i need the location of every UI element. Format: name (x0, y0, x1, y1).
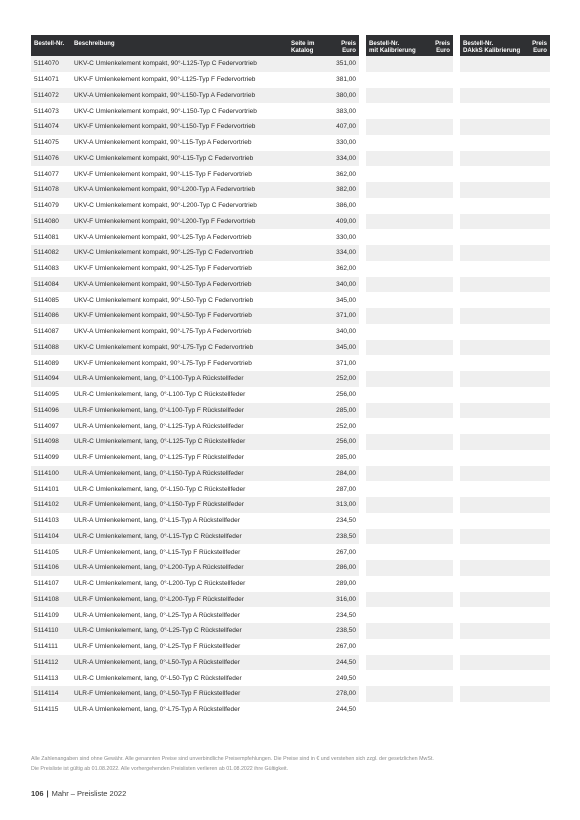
calibration-table-body (366, 56, 453, 718)
order-number-cell: 5114104 (34, 532, 59, 540)
description-cell: ULR-A Umlenkelement, lang, 0°-L15-Typ A Rückstellfeder (74, 517, 240, 525)
dakks-row (460, 245, 550, 261)
price-cell: 371,00 (336, 359, 356, 367)
calibration-row (366, 576, 453, 592)
order-number-cell: 5114079 (34, 202, 59, 210)
dakks-row (460, 277, 550, 293)
price-cell: 234,50 (336, 517, 356, 525)
table-row (31, 308, 359, 324)
table-row (31, 592, 359, 608)
table-row (31, 261, 359, 277)
description-cell: UKV-C Umlenkelement kompakt, 90°-L150-Typ C Federvortrieb (74, 107, 257, 115)
description-cell: ULR-A Umlenkelement, lang, 0°-L50-Typ A Rückstellfeder (74, 658, 240, 666)
table-row (31, 324, 359, 340)
calibration-row (366, 119, 453, 135)
dakks-row (460, 497, 550, 513)
order-number-cell: 5114097 (34, 422, 59, 430)
dakks-row (460, 576, 550, 592)
table-row (31, 576, 359, 592)
calibration-row (366, 481, 453, 497)
table-row (31, 655, 359, 671)
header-order-number-dakks: Bestell-Nr. DAkkS Kalibrierung (463, 40, 521, 54)
calibration-row (366, 182, 453, 198)
dakks-row (460, 403, 550, 419)
price-cell: 382,00 (336, 186, 356, 194)
dakks-row (460, 198, 550, 214)
price-cell: 285,00 (336, 406, 356, 414)
dakks-row (460, 702, 550, 718)
calibration-row (366, 229, 453, 245)
description-cell: ULR-C Umlenkelement, lang, 0°-L50-Typ C Rückstellfeder (74, 674, 242, 682)
calibration-row (366, 655, 453, 671)
calibration-row (366, 277, 453, 293)
dakks-row (460, 135, 550, 151)
price-cell: 244,50 (336, 658, 356, 666)
calibration-row (366, 560, 453, 576)
price-cell: 313,00 (336, 501, 356, 509)
header-price: Preis Euro (341, 40, 356, 54)
calibration-row (366, 403, 453, 419)
price-tables (31, 35, 549, 718)
table-row (31, 355, 359, 371)
order-number-cell: 5114103 (34, 517, 59, 525)
dakks-row (460, 324, 550, 340)
header-order-number-calibration: Bestell-Nr. mit Kalibrierung (369, 40, 416, 54)
table-row (31, 623, 359, 639)
price-cell: 381,00 (336, 76, 356, 84)
dakks-row (460, 544, 550, 560)
table-row (31, 497, 359, 513)
description-cell: ULR-F Umlenkelement, lang, 0°-L100-Typ F Rückstellfeder (74, 406, 244, 414)
order-number-cell: 5114087 (34, 328, 59, 336)
order-number-cell: 5114106 (34, 564, 59, 572)
description-cell: ULR-A Umlenkelement, lang, 0°-L25-Typ A Rückstellfeder (74, 611, 240, 619)
table-row (31, 135, 359, 151)
table-row (31, 403, 359, 419)
calibration-row (366, 450, 453, 466)
order-number-cell: 5114082 (34, 249, 59, 257)
order-number-cell: 5114110 (34, 627, 59, 635)
calibration-row (366, 166, 453, 182)
description-cell: UKV-A Umlenkelement kompakt, 90°-L25-Typ A Federvortrieb (74, 233, 252, 241)
table-row (31, 418, 359, 434)
calibration-row (366, 261, 453, 277)
calibration-row (366, 292, 453, 308)
calibration-row (366, 466, 453, 482)
calibration-row (366, 198, 453, 214)
order-number-cell: 5114081 (34, 233, 59, 241)
calibration-row (366, 245, 453, 261)
order-number-cell: 5114101 (34, 485, 59, 493)
table-row (31, 277, 359, 293)
order-number-cell: 5114078 (34, 186, 59, 194)
order-number-cell: 5114107 (34, 580, 59, 588)
dakks-table (460, 35, 550, 718)
header-description: Beschreibung (74, 40, 115, 47)
table-row (31, 166, 359, 182)
order-number-cell: 5114076 (34, 154, 59, 162)
table-row (31, 686, 359, 702)
dakks-row (460, 686, 550, 702)
page-number: 106 (31, 789, 44, 798)
dakks-row (460, 308, 550, 324)
price-cell: 252,00 (336, 375, 356, 383)
dakks-row (460, 151, 550, 167)
table-row (31, 560, 359, 576)
order-number-cell: 5114077 (34, 170, 59, 178)
table-row (31, 245, 359, 261)
dakks-row (460, 560, 550, 576)
order-number-cell: 5114071 (34, 76, 59, 84)
dakks-table-header (460, 35, 550, 56)
description-cell: UKV-A Umlenkelement kompakt, 90°-L50-Typ A Federvortrieb (74, 280, 252, 288)
dakks-row (460, 450, 550, 466)
header-order-number: Bestell-Nr. (34, 40, 65, 47)
price-cell: 334,00 (336, 154, 356, 162)
dakks-row (460, 371, 550, 387)
price-cell: 289,00 (336, 580, 356, 588)
description-cell: UKV-A Umlenkelement kompakt, 90°-L200-Typ A Federvortrieb (74, 186, 256, 194)
table-row (31, 639, 359, 655)
description-cell: ULR-C Umlenkelement, lang, 0°-L15-Typ C Rückstellfeder (74, 532, 242, 540)
price-cell: 238,50 (336, 532, 356, 540)
description-cell: ULR-F Umlenkelement, lang, 0°-L25-Typ F Rückstellfeder (74, 643, 241, 651)
order-number-cell: 5114084 (34, 280, 59, 288)
calibration-row (366, 513, 453, 529)
dakks-row (460, 229, 550, 245)
dakks-row (460, 513, 550, 529)
order-number-cell: 5114112 (34, 658, 59, 666)
price-cell: 284,00 (336, 469, 356, 477)
calibration-row (366, 72, 453, 88)
calibration-row (366, 308, 453, 324)
price-cell: 407,00 (336, 123, 356, 131)
price-cell: 249,50 (336, 674, 356, 682)
order-number-cell: 5114075 (34, 139, 59, 147)
footnote-line-1: Alle Zahlenangaben sind ohne Gewähr. Alle genannten Preise sind unverbindliche Preisempfehlungen. Die Preise sind in € und verstehen sich zzgl. der gesetzlichen MwSt. (31, 756, 434, 762)
calibration-row (366, 623, 453, 639)
description-cell: ULR-A Umlenkelement, lang, 0°-L125-Typ A Rückstellfeder (74, 422, 244, 430)
order-number-cell: 5114105 (34, 548, 59, 556)
dakks-row (460, 56, 550, 72)
description-cell: ULR-A Umlenkelement, lang, 0°-L75-Typ A Rückstellfeder (74, 706, 240, 714)
description-cell: ULR-C Umlenkelement, lang, 0°-L200-Typ C Rückstellfeder (74, 580, 246, 588)
description-cell: ULR-F Umlenkelement, lang, 0°-L15-Typ F Rückstellfeder (74, 548, 241, 556)
price-list-page (31, 35, 549, 718)
dakks-row (460, 166, 550, 182)
description-cell: UKV-A Umlenkelement kompakt, 90°-L75-Typ A Federvortrieb (74, 328, 252, 336)
calibration-row (366, 135, 453, 151)
table-row (31, 151, 359, 167)
dakks-row (460, 214, 550, 230)
order-number-cell: 5114115 (34, 706, 59, 714)
table-row (31, 513, 359, 529)
order-number-cell: 5114086 (34, 312, 59, 320)
table-row (31, 292, 359, 308)
price-cell: 316,00 (336, 595, 356, 603)
table-row (31, 371, 359, 387)
price-cell: 286,00 (336, 564, 356, 572)
price-cell: 238,50 (336, 627, 356, 635)
table-row (31, 670, 359, 686)
description-cell: UKV-C Umlenkelement kompakt, 90°-L50-Typ C Federvortrieb (74, 296, 254, 304)
calibration-row (366, 151, 453, 167)
table-row (31, 103, 359, 119)
dakks-row (460, 607, 550, 623)
table-row (31, 544, 359, 560)
table-row (31, 607, 359, 623)
order-number-cell: 5114074 (34, 123, 59, 131)
description-cell: UKV-C Umlenkelement kompakt, 90°-L200-Typ C Federvortrieb (74, 202, 257, 210)
calibration-row (366, 544, 453, 560)
price-cell: 285,00 (336, 454, 356, 462)
order-number-cell: 5114094 (34, 375, 59, 383)
dakks-row (460, 481, 550, 497)
order-number-cell: 5114113 (34, 674, 59, 682)
dakks-row (460, 355, 550, 371)
description-cell: ULR-F Umlenkelement, lang, 0°-L50-Typ F Rückstellfeder (74, 690, 241, 698)
order-number-cell: 5114111 (34, 643, 58, 651)
description-cell: UKV-C Umlenkelement kompakt, 90°-L25-Typ C Federvortrieb (74, 249, 254, 257)
calibration-row (366, 56, 453, 72)
footnote-line-2: Die Preisliste ist gültig ab 01.08.2022. Alle vorhergehenden Preislisten verlieren ab 01.08.2022 ihre Gültigkeit. (31, 766, 289, 772)
dakks-row (460, 119, 550, 135)
order-number-cell: 5114095 (34, 391, 59, 399)
description-cell: ULR-A Umlenkelement, lang, 0°-L100-Typ A Rückstellfeder (74, 375, 244, 383)
order-number-cell: 5114089 (34, 359, 59, 367)
dakks-row (460, 434, 550, 450)
dakks-table-body (460, 56, 550, 718)
footnote (31, 754, 551, 774)
calibration-row (366, 607, 453, 623)
main-price-table (31, 35, 359, 718)
calibration-row (366, 214, 453, 230)
order-number-cell: 5114100 (34, 469, 59, 477)
table-row (31, 340, 359, 356)
dakks-row (460, 182, 550, 198)
table-row (31, 529, 359, 545)
table-row (31, 119, 359, 135)
description-cell: ULR-C Umlenkelement, lang, 0°-L150-Typ C Rückstellfeder (74, 485, 246, 493)
footer-separator: | (46, 789, 49, 798)
description-cell: ULR-F Umlenkelement, lang, 0°-L150-Typ F Rückstellfeder (74, 501, 244, 509)
description-cell: UKV-F Umlenkelement kompakt, 90°-L150-Typ F Federvortrieb (74, 123, 256, 131)
order-number-cell: 5114085 (34, 296, 59, 304)
description-cell: ULR-F Umlenkelement, lang, 0°-L125-Typ F Rückstellfeder (74, 454, 244, 462)
calibration-row (366, 434, 453, 450)
description-cell: UKV-A Umlenkelement kompakt, 90°-L150-Typ A Federvortrieb (74, 91, 256, 99)
table-row (31, 450, 359, 466)
dakks-row (460, 103, 550, 119)
order-number-cell: 5114096 (34, 406, 59, 414)
description-cell: UKV-F Umlenkelement kompakt, 90°-L25-Typ F Federvortrieb (74, 265, 252, 273)
description-cell: UKV-C Umlenkelement kompakt, 90°-L75-Typ C Federvortrieb (74, 343, 254, 351)
description-cell: UKV-C Umlenkelement kompakt, 90°-L15-Typ C Federvortrieb (74, 154, 254, 162)
description-cell: UKV-F Umlenkelement kompakt, 90°-L75-Typ F Federvortrieb (74, 359, 252, 367)
calibration-row (366, 686, 453, 702)
price-cell: 234,50 (336, 611, 356, 619)
price-cell: 362,00 (336, 265, 356, 273)
header-catalog-page: Seite im Katalog (291, 40, 315, 54)
header-price-calibration: Preis Euro (435, 40, 450, 54)
dakks-row (460, 670, 550, 686)
price-cell: 244,50 (336, 706, 356, 714)
description-cell: UKV-F Umlenkelement kompakt, 90°-L50-Typ F Federvortrieb (74, 312, 252, 320)
calibration-row (366, 371, 453, 387)
price-cell: 330,00 (336, 139, 356, 147)
price-cell: 267,00 (336, 548, 356, 556)
price-cell: 330,00 (336, 233, 356, 241)
calibration-row (366, 702, 453, 718)
calibration-row (366, 639, 453, 655)
calibration-row (366, 529, 453, 545)
dakks-row (460, 418, 550, 434)
calibration-row (366, 88, 453, 104)
calibration-row (366, 355, 453, 371)
calibration-row (366, 387, 453, 403)
order-number-cell: 5114099 (34, 454, 59, 462)
price-cell: 345,00 (336, 296, 356, 304)
main-table-header (31, 35, 359, 56)
dakks-row (460, 655, 550, 671)
price-cell: 409,00 (336, 217, 356, 225)
calibration-table-header (366, 35, 453, 56)
description-cell: ULR-A Umlenkelement, lang, 0°-L150-Typ A Rückstellfeder (74, 469, 244, 477)
order-number-cell: 5114080 (34, 217, 59, 225)
description-cell: UKV-F Umlenkelement kompakt, 90°-L15-Typ F Federvortrieb (74, 170, 252, 178)
dakks-row (460, 387, 550, 403)
description-cell: UKV-C Umlenkelement kompakt, 90°-L125-Typ C Federvortrieb (74, 60, 257, 68)
description-cell: ULR-F Umlenkelement, lang, 0°-L200-Typ F Rückstellfeder (74, 595, 244, 603)
description-cell: ULR-A Umlenkelement, lang, 0°-L200-Typ A Rückstellfeder (74, 564, 244, 572)
dakks-row (460, 623, 550, 639)
calibration-row (366, 497, 453, 513)
order-number-cell: 5114073 (34, 107, 59, 115)
price-cell: 256,00 (336, 438, 356, 446)
table-row (31, 466, 359, 482)
order-number-cell: 5114083 (34, 265, 59, 273)
price-cell: 334,00 (336, 249, 356, 257)
price-cell: 351,00 (336, 60, 356, 68)
order-number-cell: 5114098 (34, 438, 59, 446)
dakks-row (460, 261, 550, 277)
price-cell: 371,00 (336, 312, 356, 320)
order-number-cell: 5114072 (34, 91, 59, 99)
calibration-row (366, 103, 453, 119)
price-cell: 278,00 (336, 690, 356, 698)
order-number-cell: 5114102 (34, 501, 59, 509)
price-cell: 362,00 (336, 170, 356, 178)
price-cell: 256,00 (336, 391, 356, 399)
footer-title: Mahr – Preisliste 2022 (51, 789, 127, 798)
price-cell: 340,00 (336, 328, 356, 336)
description-cell: UKV-A Umlenkelement kompakt, 90°-L15-Typ A Federvortrieb (74, 139, 252, 147)
price-cell: 383,00 (336, 107, 356, 115)
price-cell: 386,00 (336, 202, 356, 210)
calibration-row (366, 418, 453, 434)
table-row (31, 198, 359, 214)
description-cell: ULR-C Umlenkelement, lang, 0°-L125-Typ C Rückstellfeder (74, 438, 246, 446)
dakks-row (460, 88, 550, 104)
table-row (31, 182, 359, 198)
calibration-row (366, 670, 453, 686)
dakks-row (460, 340, 550, 356)
order-number-cell: 5114109 (34, 611, 59, 619)
order-number-cell: 5114114 (34, 690, 59, 698)
order-number-cell: 5114070 (34, 60, 59, 68)
table-row (31, 434, 359, 450)
table-row (31, 229, 359, 245)
dakks-row (460, 639, 550, 655)
price-cell: 267,00 (336, 643, 356, 651)
table-row (31, 387, 359, 403)
table-row (31, 702, 359, 718)
table-row (31, 481, 359, 497)
description-cell: ULR-C Umlenkelement, lang, 0°-L100-Typ C Rückstellfeder (74, 391, 246, 399)
dakks-row (460, 529, 550, 545)
table-row (31, 214, 359, 230)
price-cell: 345,00 (336, 343, 356, 351)
order-number-cell: 5114108 (34, 595, 59, 603)
description-cell: UKV-F Umlenkelement kompakt, 90°-L200-Typ F Federvortrieb (74, 217, 256, 225)
main-table-body (31, 56, 359, 718)
table-row (31, 72, 359, 88)
calibration-row (366, 340, 453, 356)
table-row (31, 56, 359, 72)
price-cell: 287,00 (336, 485, 356, 493)
description-cell: ULR-C Umlenkelement, lang, 0°-L25-Typ C Rückstellfeder (74, 627, 242, 635)
dakks-row (460, 592, 550, 608)
dakks-row (460, 466, 550, 482)
order-number-cell: 5114088 (34, 343, 59, 351)
price-cell: 380,00 (336, 91, 356, 99)
dakks-row (460, 72, 550, 88)
table-row (31, 88, 359, 104)
price-cell: 252,00 (336, 422, 356, 430)
price-cell: 340,00 (336, 280, 356, 288)
dakks-row (460, 292, 550, 308)
header-price-dakks: Preis Euro (532, 40, 547, 54)
calibration-row (366, 592, 453, 608)
calibration-row (366, 324, 453, 340)
page-footer (31, 789, 126, 798)
calibration-table (366, 35, 453, 718)
description-cell: UKV-F Umlenkelement kompakt, 90°-L125-Typ F Federvortrieb (74, 76, 256, 84)
